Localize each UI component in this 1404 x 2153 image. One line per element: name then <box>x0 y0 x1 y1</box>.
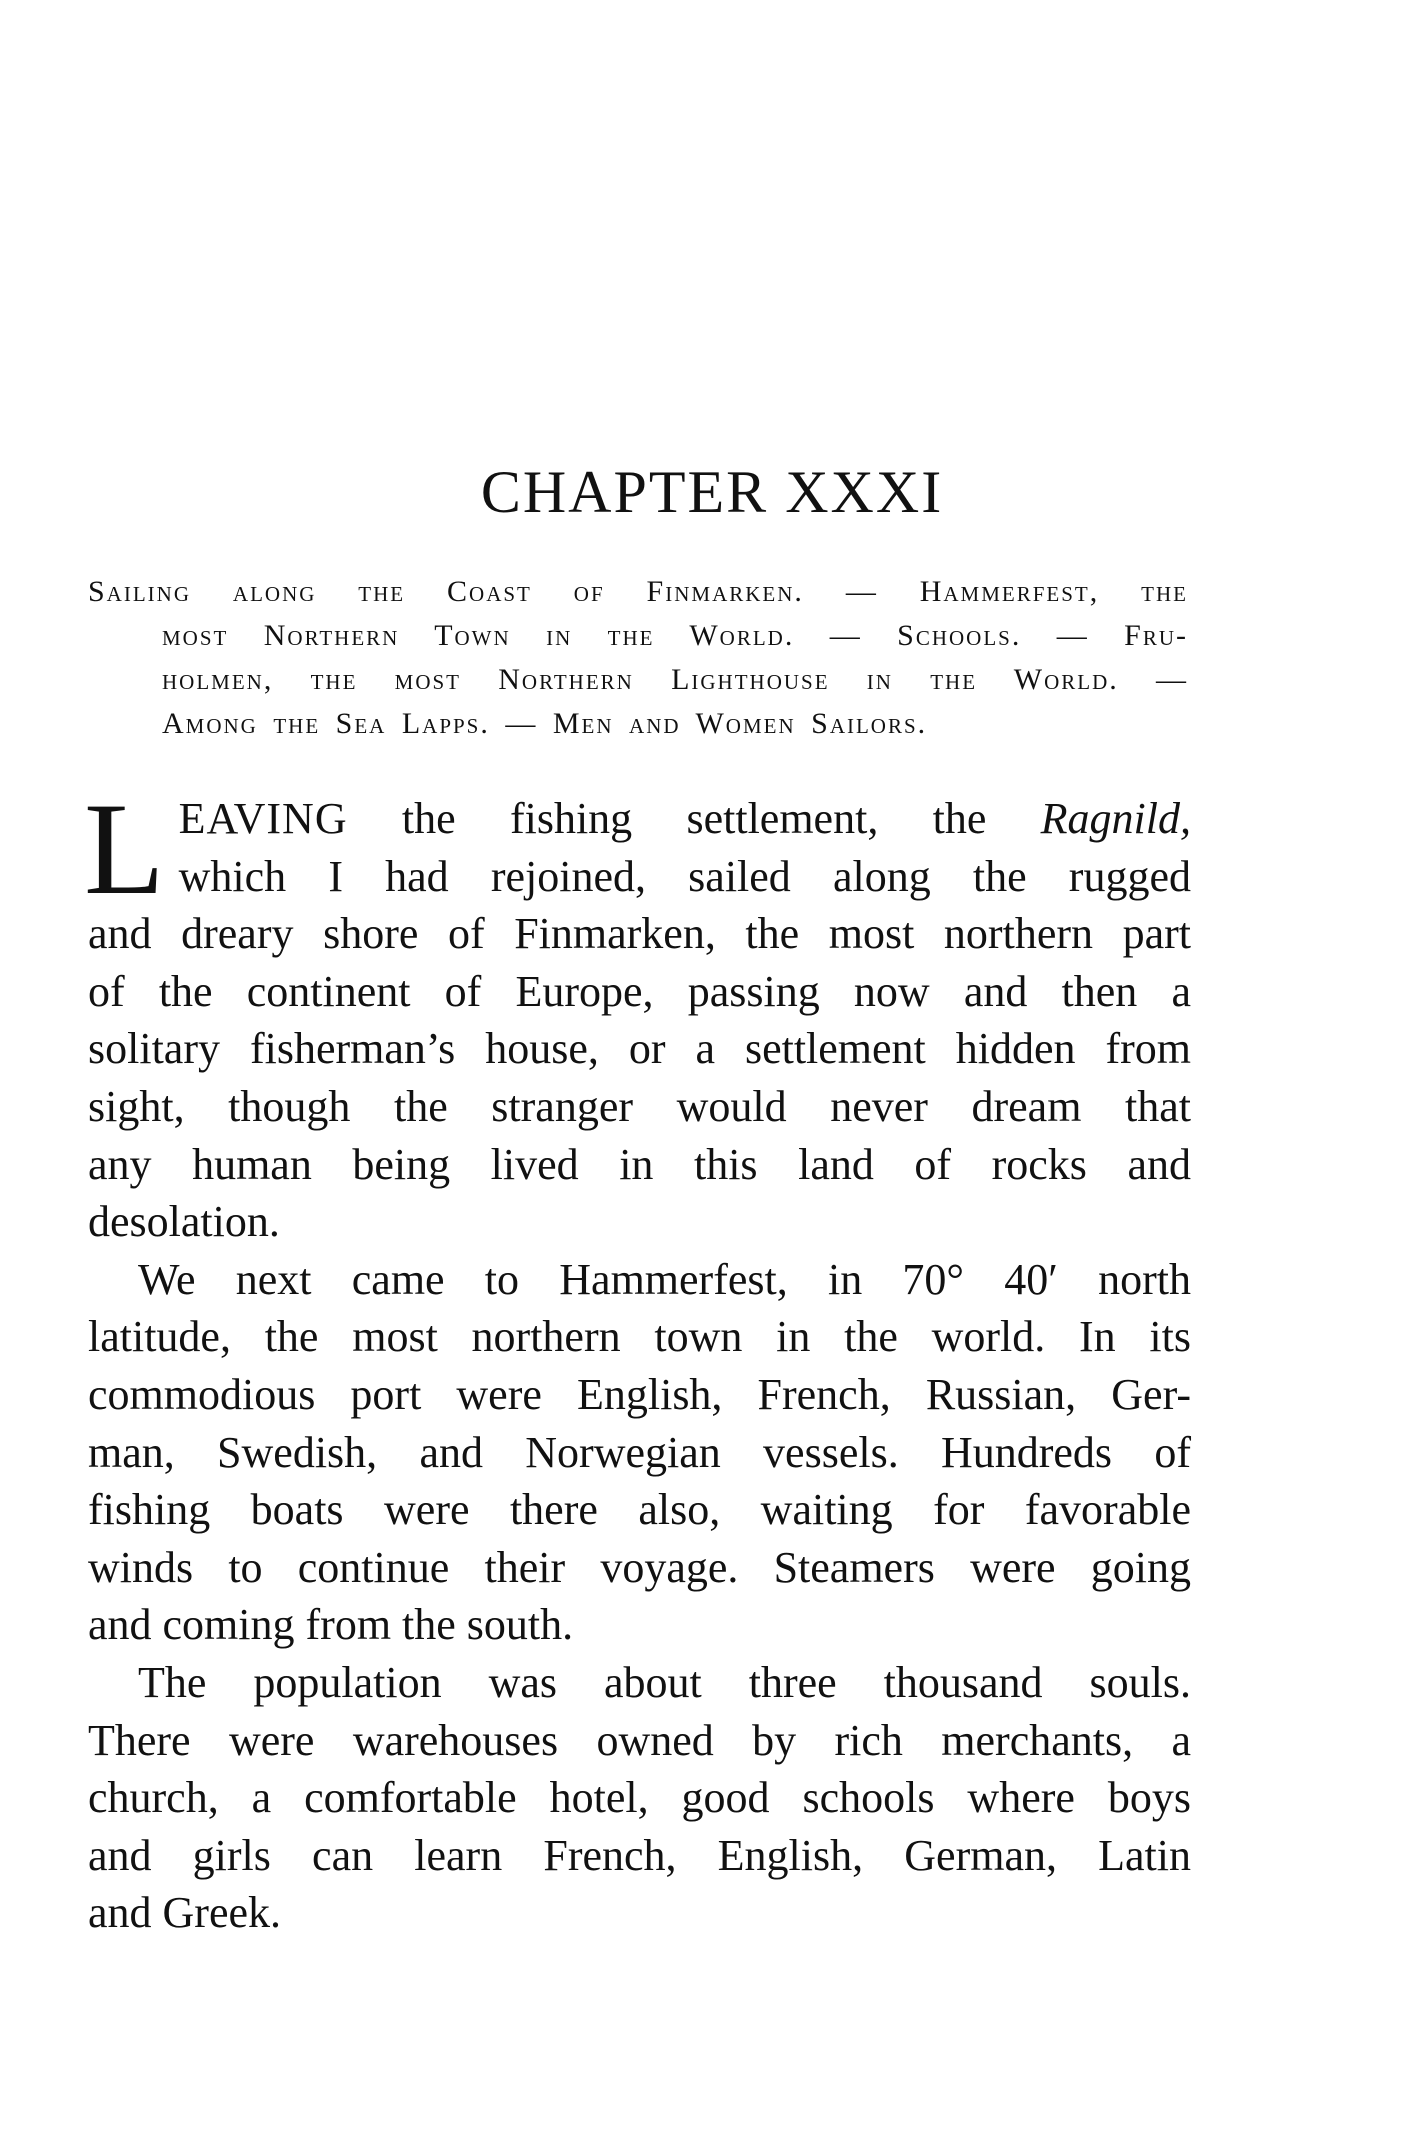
body-line: and dreary shore of Finmarken, the most northern part <box>88 909 1191 959</box>
chapter-synopsis <box>88 570 1188 746</box>
paragraph-2 <box>88 1251 1191 1654</box>
paragraph-1 <box>84 775 1191 1251</box>
synopsis-line: Sailing along the Coast of Finmarken. — Hammerfest, the <box>88 575 1188 608</box>
body-line: church, a comfortable hotel, good schools where boys <box>88 1773 1191 1823</box>
chapter-body <box>84 775 1191 1942</box>
body-line: sight, though the stranger would never dream that <box>88 1081 1191 1131</box>
body-line: desolation. <box>88 1197 280 1247</box>
body-line: fishing boats were there also, waiting for favorable <box>88 1485 1191 1535</box>
body-line: latitude, the most northern town in the world. In its <box>88 1312 1191 1362</box>
ship-name: Ragnild, <box>1040 794 1191 843</box>
body-line: of the continent of Europe, passing now and then a <box>88 966 1191 1016</box>
drop-cap: L <box>84 775 165 922</box>
synopsis-line: most Northern Town in the World. — Schools. — Fru- <box>162 619 1188 652</box>
body-line: There were warehouses owned by rich merchants, a <box>88 1715 1191 1765</box>
synopsis-line: Among the Sea Lapps. — Men and Women Sailors. <box>162 707 928 740</box>
synopsis-line: holmen, the most Northern Lighthouse in the World. — <box>162 663 1188 696</box>
body-line: and girls can learn French, English, German, Latin <box>88 1830 1191 1880</box>
body-line: any human being lived in this land of rocks and <box>88 1139 1191 1189</box>
body-line: winds to continue their voyage. Steamers were going <box>88 1542 1191 1592</box>
body-line: The population was about three thousand souls. <box>138 1657 1191 1707</box>
body-line: which I had rejoined, sailed along the rugged <box>178 851 1191 901</box>
body-line: We next came to Hammerfest, in 70° 40′ north <box>138 1254 1191 1304</box>
paragraph-3 <box>88 1654 1191 1942</box>
body-line: man, Swedish, and Norwegian vessels. Hundreds of <box>88 1427 1191 1477</box>
body-line <box>88 790 1191 848</box>
line-text: the fishing settlement, the <box>347 794 1041 843</box>
body-line: commodious port were English, French, Russian, Ger- <box>88 1369 1191 1419</box>
first-word: EAVING <box>178 794 348 843</box>
body-line: and coming from the south. <box>88 1600 574 1650</box>
body-line: and Greek. <box>88 1888 282 1938</box>
chapter-title: CHAPTER XXXI <box>480 459 944 525</box>
body-line: solitary fisherman’s house, or a settlement hidden from <box>88 1024 1191 1074</box>
